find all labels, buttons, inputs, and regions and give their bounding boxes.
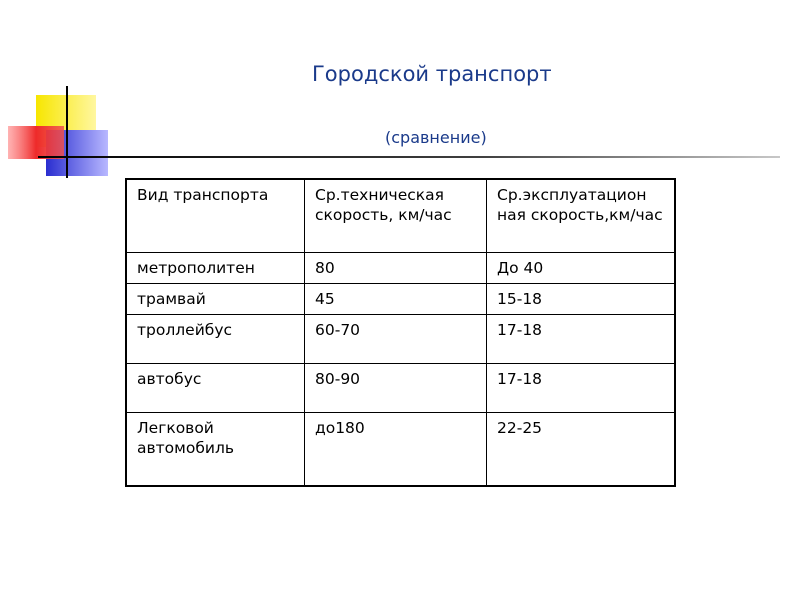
table-cell-technical-speed: 60-70 <box>305 314 487 363</box>
header-cell-operational-speed: Ср.эксплуатацион ная скорость,км/час <box>487 179 676 252</box>
table-cell-transport-type: автобус <box>126 363 305 412</box>
table-cell-technical-speed: 45 <box>305 283 487 314</box>
table-cell-technical-speed: 80 <box>305 252 487 283</box>
yellow-square <box>36 95 96 147</box>
table-row <box>126 283 675 314</box>
table-cell-transport-type: трамвай <box>126 283 305 314</box>
table-row <box>126 314 675 363</box>
table-cell-operational-speed: 17-18 <box>487 363 676 412</box>
table-cell-operational-speed: 17-18 <box>487 314 676 363</box>
vertical-line <box>66 86 68 178</box>
table-cell-transport-type: метрополитен <box>126 252 305 283</box>
slide-title: Городской транспорт <box>312 62 552 86</box>
transport-comparison-table <box>125 178 676 487</box>
table-cell-operational-speed: До 40 <box>487 252 676 283</box>
table-cell-transport-type: троллейбус <box>126 314 305 363</box>
table-cell-technical-speed: 80-90 <box>305 363 487 412</box>
table-cell-technical-speed: до180 <box>305 412 487 486</box>
table-row <box>126 412 675 486</box>
header-cell-transport-type: Вид транспорта <box>126 179 305 252</box>
table-cell-operational-speed: 15-18 <box>487 283 676 314</box>
table-header-row <box>126 179 675 252</box>
table-row <box>126 363 675 412</box>
red-square <box>8 126 64 159</box>
table-row <box>126 252 675 283</box>
table-cell-transport-type: Легковой автомобиль <box>126 412 305 486</box>
header-cell-technical-speed: Ср.техническая скорость, км/час <box>305 179 487 252</box>
blue-square <box>46 130 108 176</box>
table-cell-operational-speed: 22-25 <box>487 412 676 486</box>
horizontal-line <box>38 156 780 158</box>
corner-ornament <box>0 0 800 200</box>
slide-subtitle: (сравнение) <box>385 128 487 147</box>
